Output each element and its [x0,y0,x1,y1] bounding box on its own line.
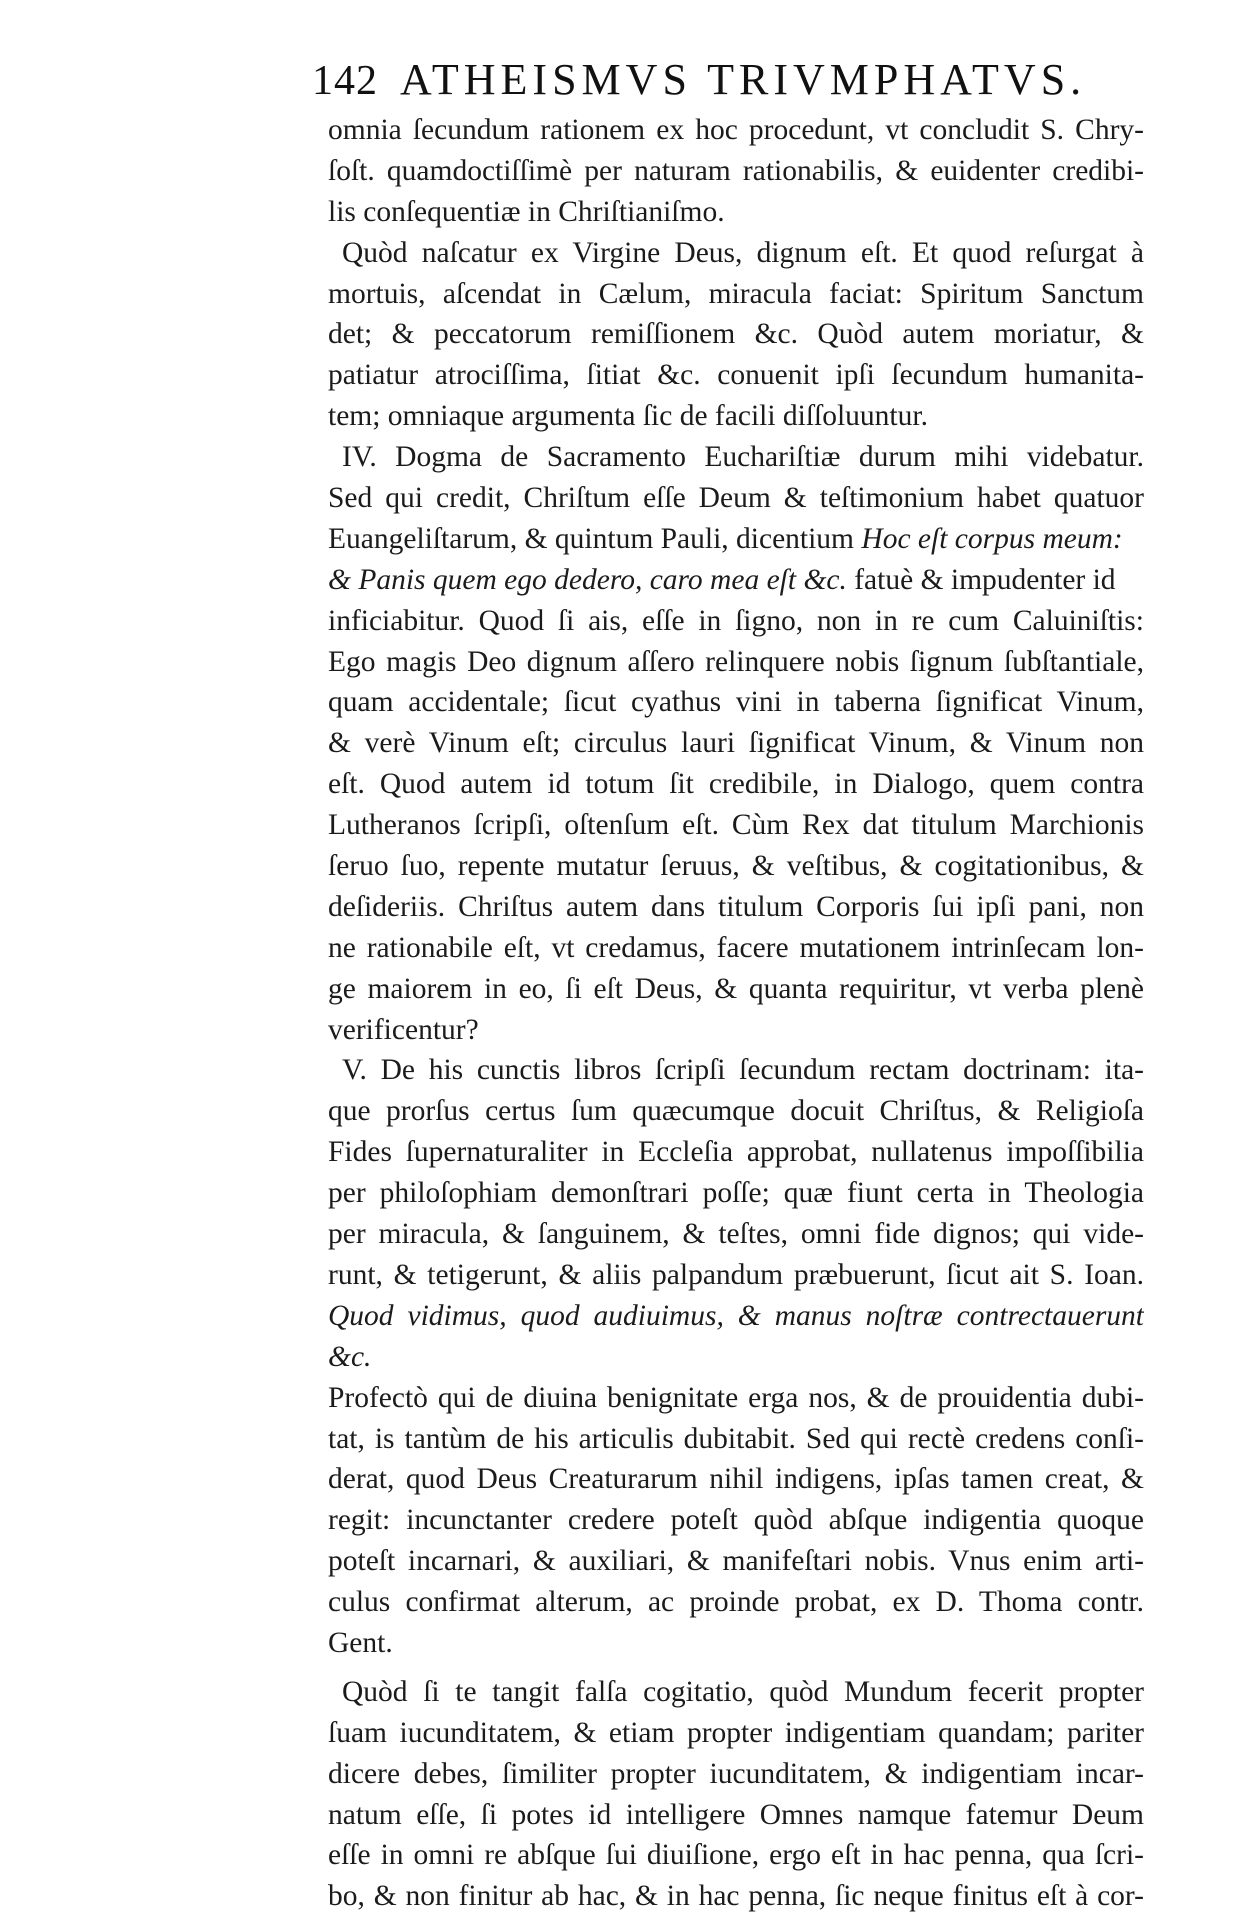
body-text [328,110,1144,1917]
italic-quote: &c. [328,1340,372,1373]
running-head [312,54,1152,106]
text-line: Sed qui credit, Chriſtum eſſe Deum & teſtimonium habet quatuor [328,482,1144,515]
text-line: verificentur? [328,1013,479,1046]
text-line: tem; omniaque argumenta ſic de facili diſſoluuntur. [328,400,928,433]
text-line: Fides ſupernaturaliter in Eccleſia approbat, nullatenus impoſſibilia [328,1136,1144,1169]
text-line: Gent. [328,1626,393,1659]
text-line: regit: incunctanter credere poteſt quòd abſque indigentia quoque [328,1504,1144,1537]
text-line: ge maiorem in eo, ſi eſt Deus, & quanta requiritur, vt verba plenè [328,972,1144,1005]
italic-quote: Quod vidimus, quod audiuimus, & manus noſtræ contrectauerunt [328,1299,1144,1332]
text-line: per miracula, & ſanguinem, & teſtes, omni fide dignos; qui vide- [328,1218,1144,1251]
text-line: quam accidentale; ſicut cyathus vini in taberna ſignificat Vinum, [328,686,1144,719]
text-line: inficiabitur. Quod ſi ais, eſſe in ſigno, non in re cum Caluiniſtis: [328,604,1144,637]
text-line: IV. Dogma de Sacramento Euchariſtiæ durum mihi videbatur. [342,441,1144,474]
text-line: deſideriis. Chriſtus autem dans titulum Corporis ſui ipſi pani, non [328,890,1144,923]
text-line: Lutheranos ſcripſi, oſtenſum eſt. Cùm Rex dat titulum Marchionis [328,809,1144,842]
text-line: mortuis, aſcendat in Cælum, miracula faciat: Spiritum Sanctum [328,277,1144,310]
text-line: Quòd ſi te tangit falſa cogitatio, quòd Mundum fecerit propter [342,1675,1144,1708]
text-line: V. De his cunctis libros ſcripſi ſecundum rectam doctrinam: ita- [342,1054,1144,1087]
text-line-segment: Euangeliſtarum, & quintum Pauli, dicentium [328,522,855,555]
text-line: omnia ſecundum rationem ex hoc procedunt, vt concludit S. Chry- [328,114,1144,146]
text-line: & verè Vinum eſt; circulus lauri ſignificat Vinum, & Vinum non [328,727,1144,760]
text-line: ſeruo ſuo, repente mutatur ſeruus, & veſtibus, & cogitationibus, & [328,850,1144,883]
italic-quote: Hoc eſt corpus meum: [861,522,1123,555]
text-line: Quòd naſcatur ex Virgine Deus, dignum eſt. Et quod reſurgat à [342,236,1144,269]
text-line: natum eſſe, ſi potes id intelligere Omnes namque fatemur Deum [328,1798,1144,1831]
text-line: que prorſus certus ſum quæcumque docuit Chriſtus, & Religioſa [328,1095,1144,1128]
text-line: derat, quod Deus Creaturarum nihil indigens, ipſas tamen creat, & [328,1463,1144,1496]
text-line: runt, & tetigerunt, & aliis palpandum præbuerunt, ſicut ait S. Ioan. [328,1258,1144,1291]
text-line: ne rationabile eſt, vt credamus, facere mutationem intrinſecam lon- [328,931,1144,964]
text-line: patiatur atrociſſima, ſitiat &c. conuenit ipſi ſecundum humanita- [328,359,1144,392]
text-line: culus confirmat alterum, ac proinde probat, ex D. Thoma contr. [328,1586,1144,1619]
text-line: lis conſequentiæ in Chriſtianiſmo. [328,195,725,228]
page-number: 142 [312,58,378,104]
paragraph-gap [328,1664,1144,1672]
running-title: ATHEISMVS TRIVMPHATVS. [400,55,1087,104]
text-line: eſt. Quod autem id totum ſit credibile, in Dialogo, quem contra [328,768,1144,801]
text-line: per philoſophiam demonſtrari poſſe; quæ fiunt certa in Theologia [328,1177,1144,1210]
text-line: tat, is tantùm de his articulis dubitabit. Sed qui rectè credens conſi- [328,1422,1144,1455]
text-line [328,560,1144,601]
text-line [328,519,1144,560]
text-line: ſoſt. quamdoctiſſimè per naturam rationabilis, & euidenter credibi- [328,154,1144,187]
italic-quote: & Panis quem ego dedero, caro mea eſt &c. [328,563,847,596]
text-line-segment: fatuè & impudenter id [854,563,1116,596]
text-line: eſſe in omni re abſque ſui diuiſione, ergo eſt in hac penna, qua ſcri- [328,1839,1144,1872]
text-line: bo, & non finitur ab hac, & in hac penna, ſic neque finitus eſt à cor- [328,1880,1144,1913]
text-line: dicere debes, ſimiliter propter iucunditatem, & indigentiam incar- [328,1757,1144,1790]
text-line: ſuam iucunditatem, & etiam propter indigentiam quandam; pariter [328,1716,1144,1749]
text-line: poteſt incarnari, & auxiliari, & manifeſtari nobis. Vnus enim arti- [328,1545,1144,1578]
text-line: Ego magis Deo dignum aſſero relinquere nobis ſignum ſubſtantiale, [328,645,1144,678]
text-line: det; & peccatorum remiſſionem &c. Quòd autem moriatur, & [328,318,1144,351]
text-line: Profectò qui de diuina benignitate erga nos, & de prouidentia dubi- [328,1381,1144,1414]
